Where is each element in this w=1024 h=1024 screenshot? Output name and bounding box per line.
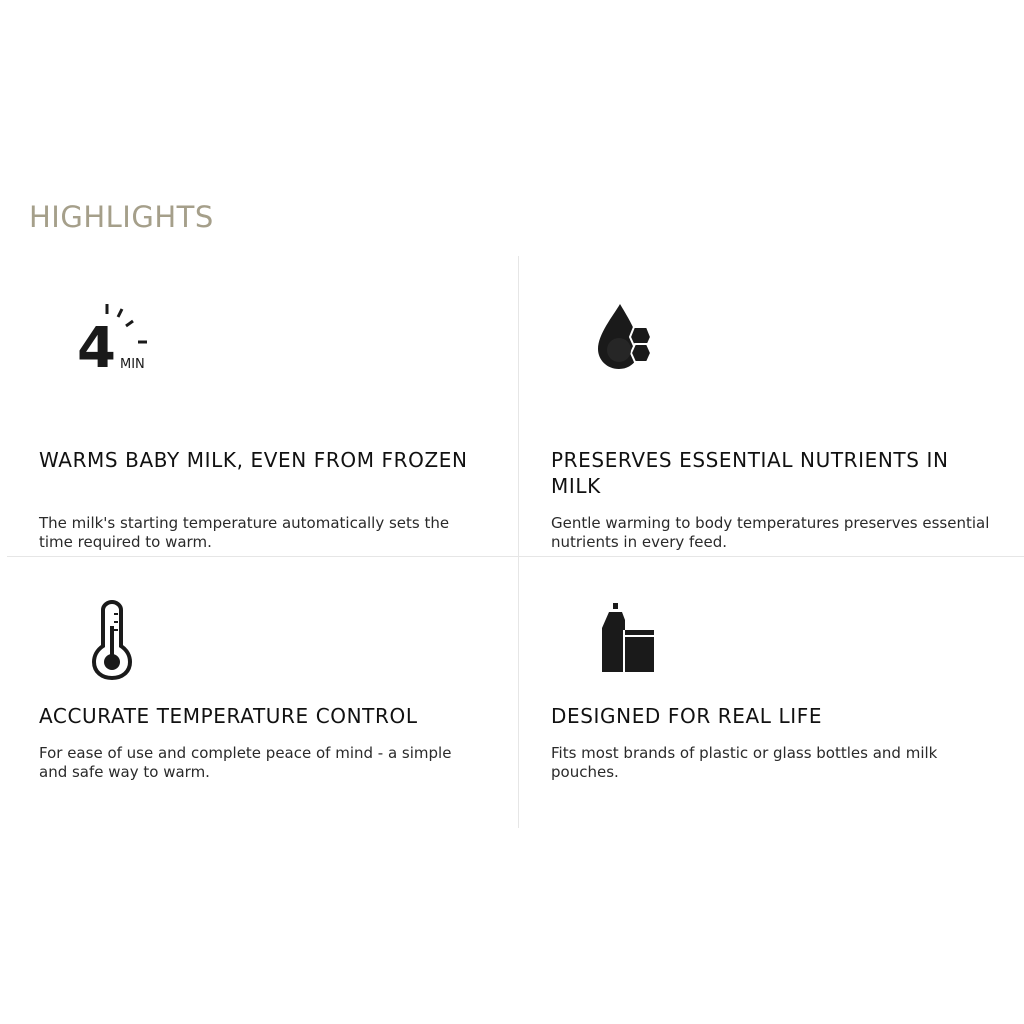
feature-description: Fits most brands of plastic or glass bottles and milk pouches. [551,744,938,781]
feature-heading: ACCURATE TEMPERATURE CONTROL [39,704,418,728]
milk-drop-icon [551,300,671,380]
highlights-grid [7,256,1024,828]
vertical-divider [518,256,519,828]
timer-unit: MIN [120,357,145,372]
feature-heading: WARMS BABY MILK, EVEN FROM FROZEN [39,448,468,472]
four-min-timer-icon [39,300,159,380]
thermometer-icon [39,600,159,680]
section-title: HIGHLIGHTS [29,200,214,234]
horizontal-divider [7,556,1024,557]
feature-heading: DESIGNED FOR REAL LIFE [551,704,823,728]
feature-description: For ease of use and complete peace of mind - a simple and safe way to warm. [39,744,452,781]
timer-number: 4 [77,316,116,380]
bottle-and-pouch-icon [551,600,671,680]
feature-description: The milk's starting temperature automatically sets the time required to warm. [39,514,450,551]
feature-heading: PRESERVES ESSENTIAL NUTRIENTS IN MILK [551,448,949,498]
feature-description: Gentle warming to body temperatures preserves essential nutrients in every feed. [551,514,990,551]
